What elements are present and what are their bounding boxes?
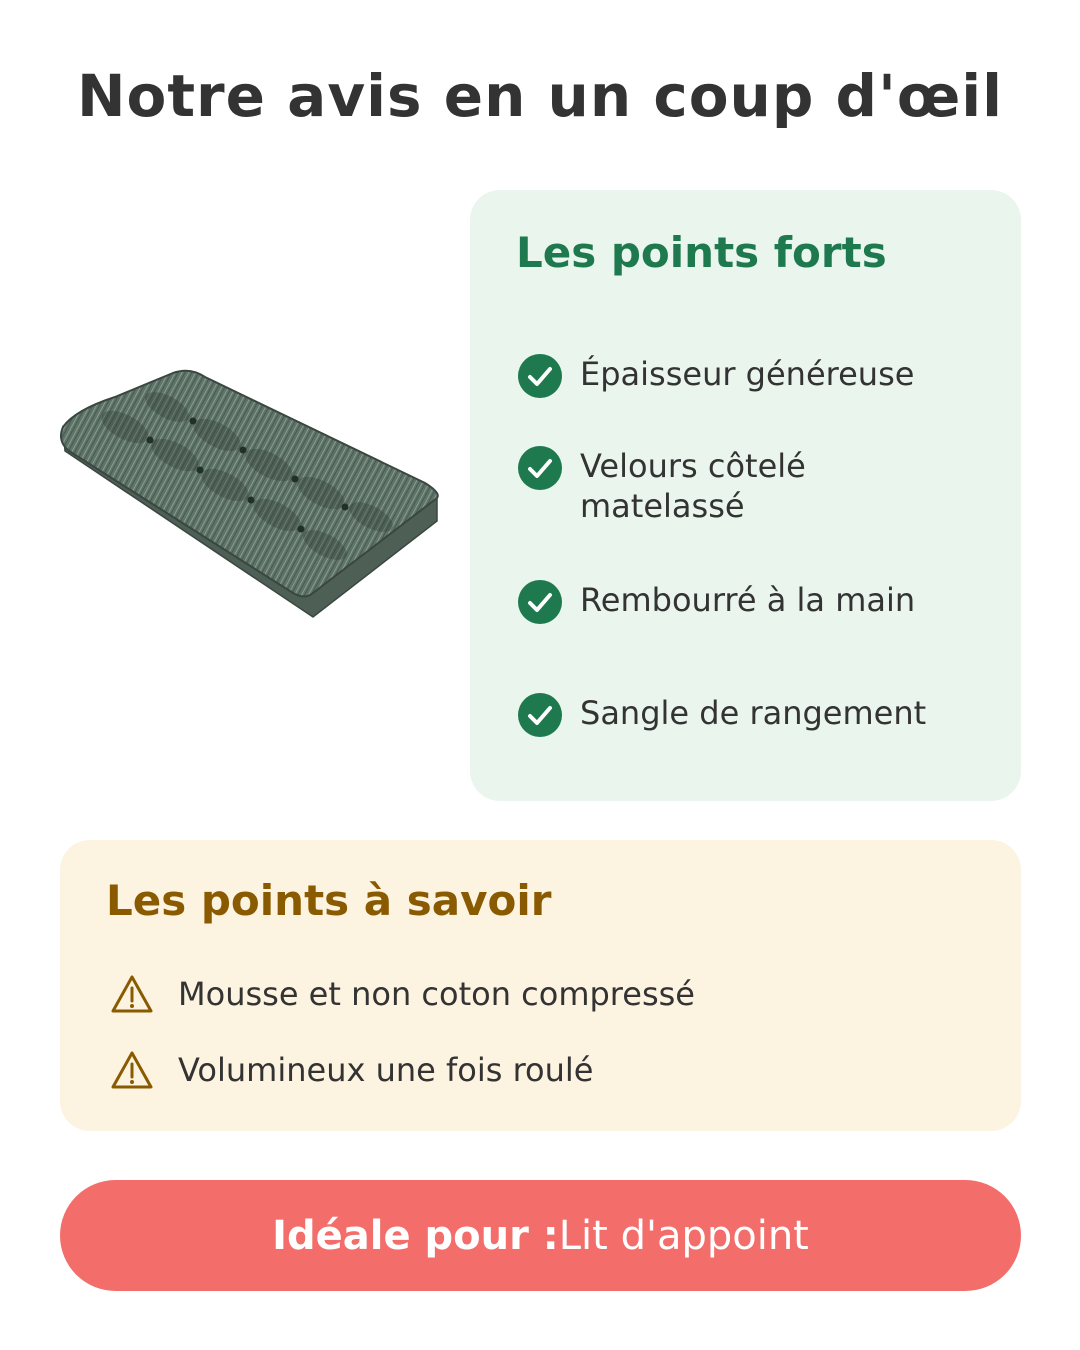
- check-circle-icon: [518, 580, 562, 624]
- warning-triangle-icon: [110, 974, 154, 1014]
- ideal-for-banner: [60, 1180, 1021, 1291]
- page-title: Notre avis en un coup d'œil: [76, 62, 1004, 130]
- warning-triangle-icon: [110, 1050, 154, 1090]
- pro-item-label: Rembourré à la main: [580, 581, 916, 619]
- check-circle-icon: [518, 693, 562, 737]
- ideal-for-label: Idéale pour :: [272, 1212, 559, 1259]
- check-circle-icon: [518, 446, 562, 490]
- pros-title: Les points forts: [516, 228, 887, 277]
- check-circle-icon: [518, 354, 562, 398]
- pro-item-label: Sangle de rangement: [580, 694, 927, 732]
- con-item-label: Mousse et non coton compressé: [178, 975, 695, 1013]
- cons-card: [60, 840, 1021, 1131]
- cons-title: Les points à savoir: [106, 876, 552, 925]
- pro-item-label: Velours côtelé matelassé: [580, 447, 806, 525]
- con-item-label: Volumineux une fois roulé: [178, 1051, 594, 1089]
- pros-card: [470, 190, 1021, 801]
- ideal-for-value: Lit d'appoint: [558, 1212, 809, 1259]
- pro-item-label: Épaisseur généreuse: [580, 355, 915, 393]
- cushion-illustration: [55, 355, 445, 630]
